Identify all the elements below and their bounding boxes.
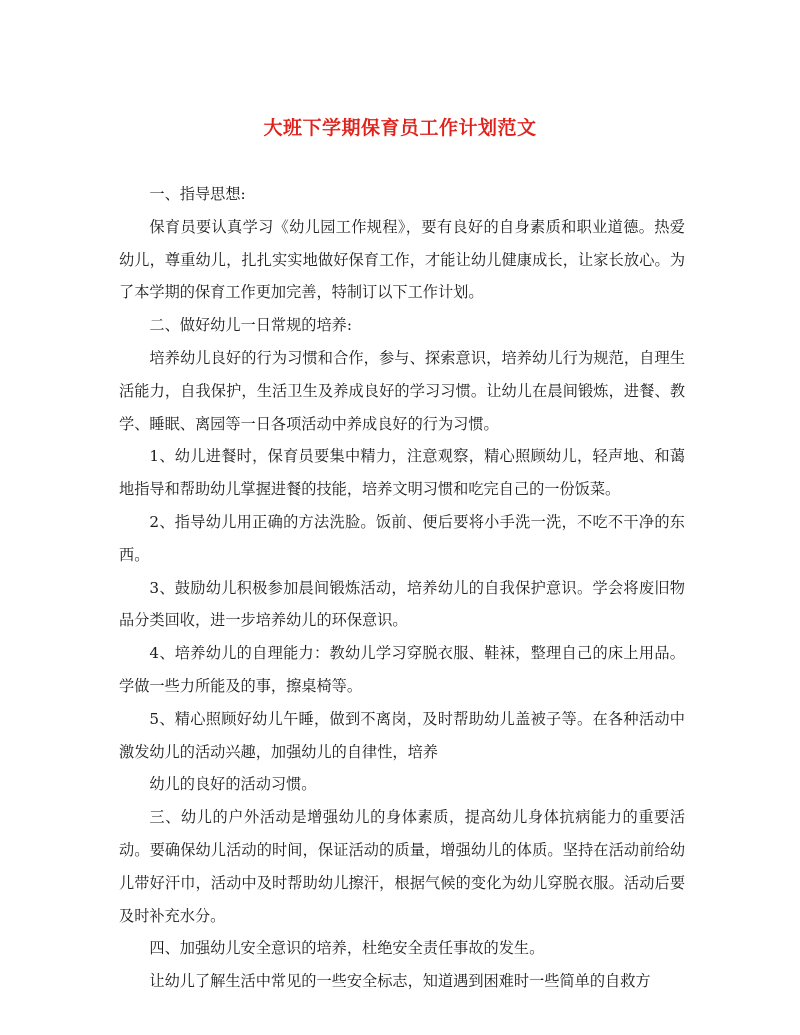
document-title: 大班下学期保育员工作计划范文	[263, 117, 537, 139]
paragraph-continuation: 幼儿的良好的活动习惯。	[149, 775, 317, 794]
paragraph: 让幼儿了解生活中常见的一些安全标志，知道遇到困难时一些简单的自救方	[149, 972, 651, 991]
list-item: 1、幼儿进餐时，保育员要集中精力，注意观察，精心照顾幼儿，轻声地、和蔼地指导和帮助幼儿掌握进餐的技能，培养文明习惯和吃完自己的一份饭菜。	[119, 447, 685, 499]
paragraph: 保育员要认真学习《幼儿园工作规程》，要有良好的自身素质和职业道德。热爱幼儿，尊重幼儿，扎扎实实地做好保育工作，才能让幼儿健康成长，让家长放心。为了本学期的保育工作更加完善，特制订以下工作计划。	[119, 217, 685, 302]
paragraph: 培养幼儿良好的行为习惯和合作，参与、探索意识，培养幼儿行为规范，自理生活能力，自我保护，生活卫生及养成良好的学习习惯。让幼儿在晨间锻炼，进餐、教学、睡眠、离园等一日各项活动中养成良好的行为习惯。	[119, 348, 685, 433]
heading-safety: 四、加强幼儿安全意识的培养，杜绝安全责任事故的发生。	[149, 939, 545, 958]
list-item: 4、培养幼儿的自理能力：教幼儿学习穿脱衣服、鞋袜，整理自己的床上用品。学做一些力所能及的事，擦桌椅等。	[119, 644, 685, 695]
list-item: 5、精心照顾好幼儿午睡，做到不离岗，及时帮助幼儿盖被子等。在各种活动中激发幼儿的活动兴趣，加强幼儿的自律性，培养	[119, 709, 685, 761]
list-item: 2、指导幼儿用正确的方法洗脸。饭前、便后要将小手洗一洗，不吃不干净的东西。	[119, 512, 685, 564]
heading-outdoor-activity: 三、幼儿的户外活动是增强幼儿的身体素质，提高幼儿身体抗病能力的重要活动。要确保幼儿活动的时间，保证活动的质量，增强幼儿的体质。坚持在活动前给幼儿带好汗巾，活动中及时帮助幼儿擦汗，根据气候的变化为幼儿穿脱衣服。活动后要及时补充水分。	[119, 808, 685, 925]
heading-daily-routine: 二、做好幼儿一日常规的培养:	[149, 316, 352, 335]
list-item: 3、鼓励幼儿积极参加晨间锻炼活动，培养幼儿的自我保护意识。学会将废旧物品分类回收，进一步培养幼儿的环保意识。	[119, 578, 685, 630]
heading-guiding-thought: 一、指导思想:	[149, 185, 246, 203]
document-body	[119, 178, 685, 998]
